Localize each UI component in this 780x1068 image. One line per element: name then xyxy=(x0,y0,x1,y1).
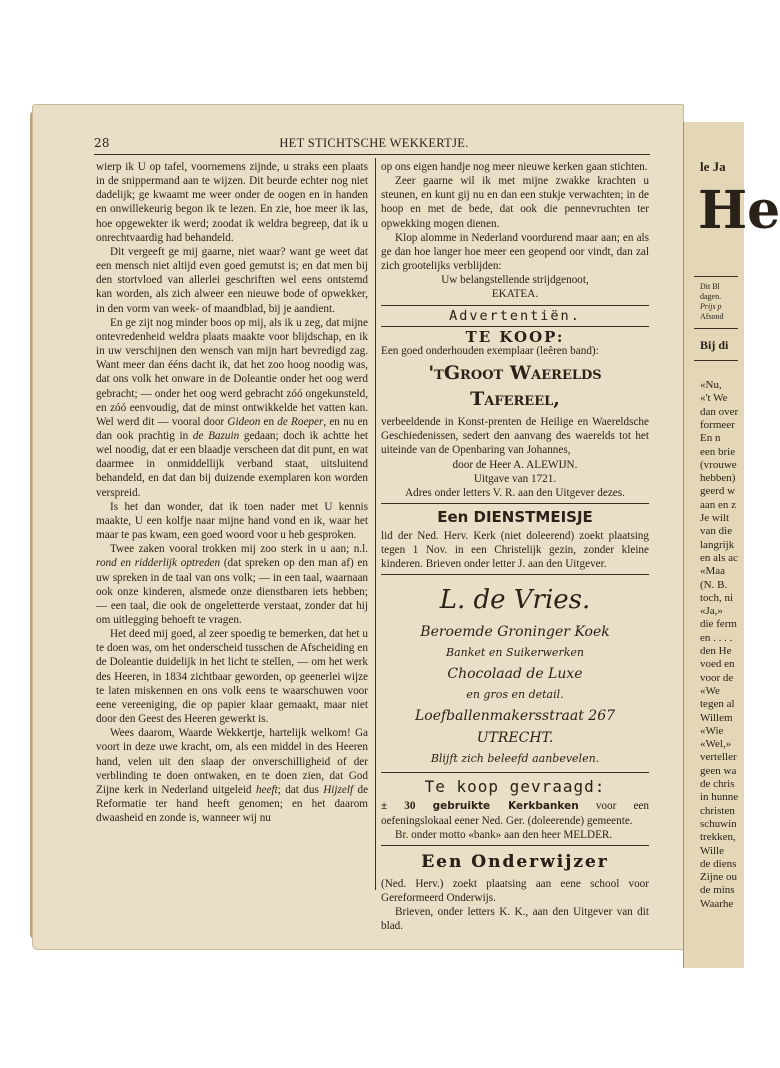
next-page-line: aan en z xyxy=(700,498,737,511)
next-page-text: Prijs p xyxy=(700,302,722,311)
next-page-line: de diens xyxy=(700,857,737,870)
next-page-line: en . . . . xyxy=(700,631,733,644)
next-page-line: Zijne ou xyxy=(700,871,737,884)
dienstmeisje-heading: Een DIENSTMEISJE xyxy=(437,507,593,526)
ad-line: Blijft zich beleefd aanbevelen. xyxy=(430,752,600,766)
next-page-line: Je wilt xyxy=(700,512,730,524)
next-page-line: tegen al xyxy=(700,698,735,711)
paragraph: En ge zijt nog minder boos op mij, als ik u zeg, dat mijne ontevredenheid weldra plaats maakte voor blijdschap, en ik in uw verschijnen den wensch van mijn hart bevredigd zag. Want meer dan ééns dacht ik, dat het zoo hoog noodig was, dat ons volk het onware in de Doleantie onder het oog werd gebracht; — onder het oog werd gebracht zóó ongekunsteld, en zóó eenvoudig, dat de minst ontwikkelde het vatten kan. Wel werd dit — vooral door Gideon en de Roeper, en nu en dan ook prachtig in de Bazuin gedaan; doch ik achtte het wel noodig, dat er een blaadje verscheen dat dit punt, en wat daarmee in onmiddellijk verband staat, uitsluitend behandeld, en dat dan bij duizende exemplaren kon worden verspreid. xyxy=(96,316,369,499)
left-column xyxy=(96,160,368,825)
next-page-line: en als ac xyxy=(700,551,738,564)
right-column xyxy=(381,160,649,934)
ad-line: Chocolaad de Luxe xyxy=(447,666,583,683)
ad-line: Loefballenmakersstraat 267 xyxy=(414,708,616,725)
ad-text: verbeeldende in Konst-prenten de Heilige en Waereldsche Geschiedenissen, sedert den aanvang des waerelds tot het uiteinde van de Openbaring van Johannes, xyxy=(381,416,649,457)
next-page-text: Afsond xyxy=(700,312,724,321)
next-page-line: in hunne xyxy=(700,791,739,804)
next-page-line: toch, ni xyxy=(700,591,733,604)
paragraph: wierp ik U op tafel, voornemens zijnde, u straks een plaats in de snippermand aan te wijzen. Dit beurde echter nog niet dadelijk; ge kwaamt me weer onder de oogen en in handen en onwillekeurig begon ik te lezen. En zie, hoe meer ik las, hoe opgewekter ik werd; zoodat ik weldra begreep, dat ik u onrechtvaardig had behandeld. xyxy=(96,161,368,244)
signoff: Uw belangstellende strijdgenoot, xyxy=(441,274,589,287)
paragraph: Zeer gaarne wil ik met mijne zwakke krachten u steunen, en kunt gij nu en dan een stukje verwachten; in de hoop en met de bede, dat ook die pennevruchten ter opwekking mogen dienen. xyxy=(381,175,649,230)
next-page-line: (vrouwe xyxy=(700,458,737,471)
ad-text: Uitgave van 1721. xyxy=(473,472,557,485)
next-page-line: «We xyxy=(700,684,720,697)
next-page-line: christen xyxy=(700,804,735,817)
next-page-line: hebben) xyxy=(700,472,736,485)
column-divider xyxy=(375,158,376,890)
next-page-line: «Maa xyxy=(700,565,726,578)
next-page-line: voor de xyxy=(700,671,734,684)
header-rule xyxy=(94,154,650,155)
ad-text: Een goed onderhouden exemplaar (leêren band): xyxy=(381,344,599,357)
next-page-line: «'t We xyxy=(700,392,728,405)
next-page-line: van die xyxy=(700,525,733,538)
next-page-line: de chris xyxy=(700,778,735,790)
next-page-line: langrijk xyxy=(700,538,735,551)
next-page-line: «Wie xyxy=(700,724,724,737)
onderwijzer-heading: Een Onderwijzer xyxy=(421,851,609,872)
next-page-line: den He xyxy=(700,645,732,657)
paragraph: Wees daarom, Waarde Wekkertje, hartelijk welkom! Ga voort in deze uwe kracht, om, als een middel in des Heeren hand, velen uit den slaap der onverschilligheid of der verblinding te doen ontwaken, en te doen zien, dat God Zijne kerk in Nederland uitgeleid heeft; dat dus Hijzelf de Reformatie ter hand heeft genomen; en het daarom dwaasheid en zonde is, wanneer wij nu xyxy=(96,727,369,825)
ad-city: UTRECHT. xyxy=(476,730,554,747)
next-page-line: schuwin xyxy=(700,817,737,830)
next-page-line: «Nu, xyxy=(700,379,722,391)
paragraph: Twee zaken vooral trokken mij zoo sterk in u aan; n.l. rond en ridderlijk optreden (dat spreken op den man af) en uw spreken in de taal van ons volk; — in een taal, waarnaan ook onze kinderen, alsmede onze dienstbaren iets hebben; — een taal, die ook de ongeletterde verstaat, zonder dat hij om uitlegging behoeft te vragen. xyxy=(96,543,368,626)
signature: EKATEA. xyxy=(491,288,539,301)
next-page-line: geerd w xyxy=(700,485,736,498)
page-title: HET STICHTSCHE WEKKERTJE. xyxy=(279,136,469,150)
next-page-line: voed en xyxy=(700,658,735,671)
paragraph: Dit vergeeft ge mij gaarne, niet waar? want ge weet dat een mensch niet altijd even goed gemutst is; en dat men bij den stortvloed van allerlei geschriften wel eens ontstemd kan worden, als zich alweer een nieuwe bode of opwekker, in den vorm van week- of maandblad, bij je aandient. xyxy=(96,245,368,315)
ad-text: door de Heer A. ALEWIJN. xyxy=(452,458,578,471)
paragraph: Is het dan wonder, dat ik toen nader met U kennis maakte, U een kolfje naar mijne hand vond en ik, waar het maar te pas kwam, een goed woord voor u heb gesproken. xyxy=(96,500,368,542)
paragraph: Klop alomme in Nederland voordurend maar aan; en als ge dan hoe langer hoe meer een geopend oor vindt, dan zal zich grootelijks verblijden: xyxy=(381,231,649,273)
next-page-line: de mins xyxy=(700,884,735,897)
next-page-text: Dit Bl xyxy=(700,282,720,291)
next-page-line: Willem xyxy=(700,711,733,724)
next-page-line: Wille xyxy=(700,844,724,857)
ad-text: Adres onder letters V. R. aan den Uitgever dezes. xyxy=(405,486,625,499)
ad-text: (Ned. Herv.) zoekt plaatsing aan eene school voor Gereformeerd Onderwijs. xyxy=(381,877,649,905)
next-page-line: een brie xyxy=(700,445,736,458)
next-page-line: trekken, xyxy=(700,831,736,844)
book-title: 'tGroot Waerelds Tafereel, xyxy=(428,362,602,411)
gevraagd-heading: Te koop gevraagd: xyxy=(424,777,606,797)
next-page-line: formeer xyxy=(700,418,735,431)
next-page-line: «Ja,» xyxy=(700,605,723,618)
next-page-line: «Wel,» xyxy=(700,738,732,751)
next-page-line: En n xyxy=(700,432,721,445)
next-page-masthead: He xyxy=(698,180,780,241)
ad-line: Beroemde Groninger Koek xyxy=(420,624,610,641)
ad-text: lid der Ned. Herv. Kerk (niet doleerend) zoekt plaatsing tegen 1 Nov. in een Christelijk gezin, zonder kleine kinderen. Brieven onder letter J. aan den Uitgever. xyxy=(381,529,649,571)
next-page-line: geen wa xyxy=(700,764,737,777)
next-page-line: verteller xyxy=(700,751,737,764)
ad-line: Banket en Suikerwerken xyxy=(446,646,584,660)
paragraph: op ons eigen handje nog meer nieuwe kerken gaan stichten. xyxy=(381,161,648,173)
ad-line: en gros en detail. xyxy=(466,688,564,702)
next-page-line: Waarhe xyxy=(700,897,734,910)
te-koop-heading: TE KOOP: xyxy=(465,327,565,346)
next-page-line: dan over xyxy=(700,405,739,418)
ad-text: ± 30 gebruikte Kerkbanken voor een oefeningslokaal eener Ned. Ger. (doleerende) gemeente. xyxy=(381,800,649,827)
ad-text: Brieven, onder letters K. K., aan den Uitgever van dit blad. xyxy=(381,906,649,933)
next-page-top: le Ja xyxy=(700,159,726,174)
next-page-line: (N. B. xyxy=(700,578,728,591)
paragraph: Het deed mij goed, al zeer spoedig te bemerken, dat het u te doen was, om het onderscheid tusschen de Afscheiding en de Doleantie duidelijk in het licht te stellen, — om het werk des Heeren, in 1834 zichtbaar geworden, op geenerlei wijze te laten miskennen en ons volk eens te waarschuwen voor eene vereeniging, die op papier klaar gemaakt, maar niet door den Geest des Heeren gewerkt is. xyxy=(96,628,368,726)
next-page-line: die ferm xyxy=(700,618,737,631)
next-page-text: dagen. xyxy=(700,292,722,301)
next-page-section: Bij di xyxy=(700,338,729,352)
de-vries-name: L. de Vries. xyxy=(439,585,591,616)
ad-text: Br. onder motto «bank» aan den heer MELDER. xyxy=(395,828,613,841)
ads-heading: Advertentiën. xyxy=(449,307,581,324)
page-number: 28 xyxy=(94,136,110,150)
